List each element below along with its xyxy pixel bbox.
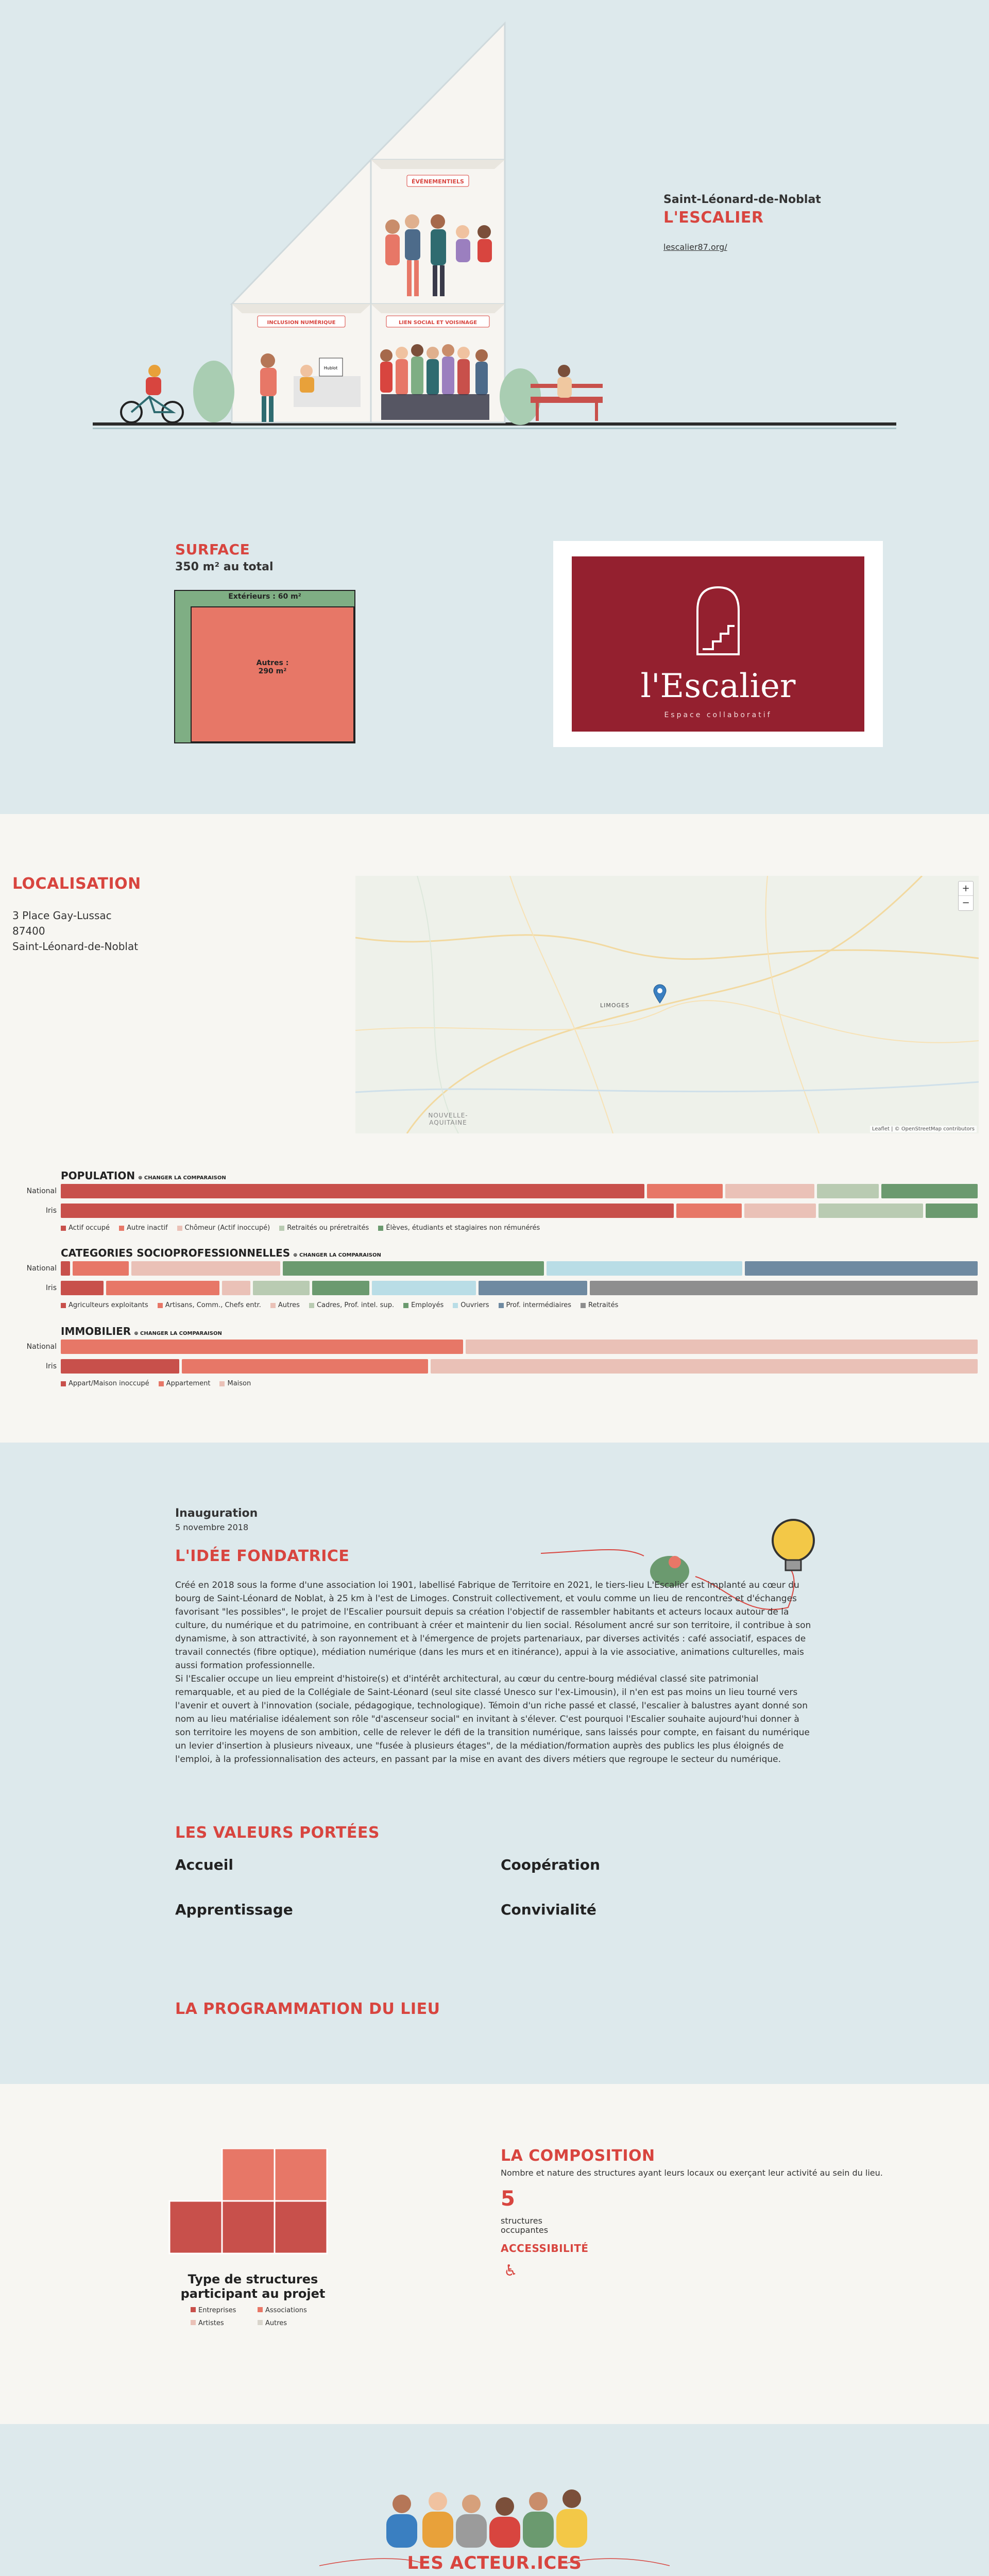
awning-left xyxy=(232,304,371,313)
population-segment[interactable] xyxy=(61,1184,644,1198)
map-label-region: NOUVELLE-AQUITAINE xyxy=(428,1112,468,1126)
acteurs-title: LES ACTEUR.ICES xyxy=(407,2553,582,2573)
csp-segment[interactable] xyxy=(372,1281,476,1295)
valeur-accueil: Accueil xyxy=(175,1856,233,1873)
csp-row-local: Iris xyxy=(45,1284,57,1292)
csp-segment[interactable] xyxy=(222,1281,250,1295)
legend-associations: Associations xyxy=(258,2307,325,2314)
accessibilite-title: ACCESSIBILITÉ xyxy=(501,2242,589,2255)
address-street: 3 Place Gay-Lussac xyxy=(12,909,112,922)
immobilier-segment[interactable] xyxy=(61,1359,179,1374)
population-segment[interactable] xyxy=(676,1204,742,1218)
csp-legend xyxy=(61,1301,618,1309)
map-zoom-out-button[interactable]: − xyxy=(962,897,970,908)
waffle-cell-entreprise xyxy=(275,2201,327,2253)
hero-section xyxy=(0,0,989,489)
composition-subtitle: Nombre et nature des structures ayant leurs locaux ou exerçant leur activité au sein du lieu. xyxy=(501,2168,883,2178)
valeur-apprentissage: Apprentissage xyxy=(175,1901,293,1918)
surface-total: 350 m² au total xyxy=(175,561,274,573)
structures-chart-title: Type de structures participant au projet xyxy=(180,2272,326,2301)
surface-exterieur-block xyxy=(174,590,355,743)
waffle-cell-association xyxy=(222,2148,275,2201)
surface-autres-value: 290 m² xyxy=(258,667,287,675)
csp-segment[interactable] xyxy=(547,1261,742,1276)
population-segment[interactable] xyxy=(744,1204,816,1218)
structures-count-label: structures occupantes xyxy=(501,2216,549,2235)
address-block xyxy=(12,908,138,954)
population-change-comparison[interactable]: ⊕ CHANGER LA COMPARAISON xyxy=(138,1175,226,1181)
roof-left xyxy=(232,160,371,304)
composition-section xyxy=(0,2084,989,2424)
composition-title: LA COMPOSITION xyxy=(501,2147,655,2165)
idee-paragraph-2: Si l'Escalier occupe un lieu empreint d'histoire(s) et d'intérêt architectural, au cœur du centre-bourg médiéval classé site patrimonial remarquable, et au pied de la Collégiale de Saint-Léonard (seul site classé Unesco sur l'ex-Limousin), il n'en est pas moins un lieu tourné vers l'avenir et ouvert à l'innovation (sociale, pédagogique, technologique). Témoin d'un riche passé et classé, l'escalier à balustres ayant donné son nom au lieu matérialise idéalement son rôle "d'ascenseur social" en invitant à s'élever. C'est pourquoi l'Escalier souhaite aujourd'hui donner à son territoire les moyens de son ambition, celle de relever le défi de la transition numérique, sans laissés pour compte, en faisant du numérique un levier d'insertion à plusieurs niveaux, une "fusée à plusieurs étages", de la médiation/formation auprès des publics les plus éloignés de l'emploi, à la professionnalisation des acteurs, en passant par la mise en avant des divers métiers que regroupe le secteur du numérique. xyxy=(175,1674,810,1765)
immobilier-segment[interactable] xyxy=(466,1340,978,1354)
roof-right xyxy=(371,23,505,160)
map-zoom-controls xyxy=(958,881,974,911)
building-illustration xyxy=(77,15,901,443)
hero-website-link[interactable]: lescalier87.org/ xyxy=(663,242,727,252)
structures-waffle-chart xyxy=(168,2148,333,2262)
population-legend-item: Élèves, étudiants et stagiaires non rémunérés xyxy=(378,1224,540,1232)
legend-entreprises: Entreprises xyxy=(191,2307,258,2314)
structures-legend xyxy=(191,2307,325,2327)
csp-legend-item: Employés xyxy=(403,1301,444,1309)
population-legend xyxy=(61,1224,540,1232)
idee-section xyxy=(0,1443,989,2084)
csp-legend-item: Autres xyxy=(270,1301,300,1309)
csp-legend-item: Cadres, Prof. intel. sup. xyxy=(309,1301,394,1309)
label-inclusion: INCLUSION NUMÉRIQUE xyxy=(267,320,336,326)
awning-top xyxy=(371,160,505,169)
idee-text xyxy=(175,1579,814,1766)
immobilier-legend-item: Maison xyxy=(219,1380,251,1387)
population-segment[interactable] xyxy=(61,1204,674,1218)
localisation-section xyxy=(0,814,989,1443)
immobilier-legend-item: Appart/Maison inoccupé xyxy=(61,1380,149,1387)
csp-row-national: National xyxy=(26,1264,57,1273)
structures-count: 5 xyxy=(501,2187,516,2211)
population-chart-title: POPULATION ⊕ CHANGER LA COMPARAISON xyxy=(61,1170,226,1182)
csp-segment[interactable] xyxy=(61,1281,104,1295)
population-legend-item: Retraités ou préretraités xyxy=(279,1224,369,1232)
inauguration-date: 5 novembre 2018 xyxy=(175,1522,249,1532)
hero-title: L'ESCALIER xyxy=(663,209,764,227)
acteurs-section xyxy=(0,2424,989,2576)
population-segment[interactable] xyxy=(881,1184,978,1198)
csp-bar-national xyxy=(61,1261,978,1276)
population-segment[interactable] xyxy=(819,1204,923,1218)
csp-legend-item: Agriculteurs exploitants xyxy=(61,1301,148,1309)
logo-card xyxy=(553,541,883,747)
population-legend-item: Actif occupé xyxy=(61,1224,110,1232)
map[interactable] xyxy=(355,876,979,1133)
wheelchair-icon: ♿ xyxy=(504,2262,518,2280)
label-evenements: ÉVÉNEMENTIELS xyxy=(412,178,464,185)
logo-panel xyxy=(572,556,864,732)
logo-subtitle: Espace collaboratif xyxy=(664,711,772,719)
immobilier-bar-local xyxy=(61,1359,978,1374)
legend-artistes: Artistes xyxy=(191,2319,258,2327)
csp-segment[interactable] xyxy=(106,1281,219,1295)
label-lien: LIEN SOCIAL ET VOISINAGE xyxy=(398,320,478,326)
waffle-cell-association xyxy=(275,2148,327,2201)
csp-segment[interactable] xyxy=(479,1281,587,1295)
csp-segment[interactable] xyxy=(73,1261,129,1276)
surface-title: SURFACE xyxy=(175,541,250,558)
csp-segment[interactable] xyxy=(312,1281,369,1295)
csp-legend-item: Artisans, Comm., Chefs entr. xyxy=(158,1301,261,1309)
address-city: Saint-Léonard-de-Noblat xyxy=(12,940,139,953)
csp-segment[interactable] xyxy=(745,1261,978,1276)
surface-autres-block xyxy=(191,606,354,742)
cyclist xyxy=(121,365,183,422)
population-row-national: National xyxy=(26,1187,57,1195)
legend-autres: Autres xyxy=(258,2319,325,2327)
population-bar-national xyxy=(61,1184,978,1198)
immobilier-legend-item: Appartement xyxy=(159,1380,211,1387)
map-zoom-in-button[interactable]: + xyxy=(959,882,973,896)
csp-change-comparison[interactable]: ⊕ CHANGER LA COMPARAISON xyxy=(293,1252,381,1258)
immobilier-row-local: Iris xyxy=(45,1362,57,1370)
address-postcode: 87400 xyxy=(12,925,45,937)
immobilier-segment[interactable] xyxy=(61,1340,463,1354)
population-segment[interactable] xyxy=(725,1184,814,1198)
population-segment[interactable] xyxy=(647,1184,723,1198)
waffle-cell-entreprise xyxy=(169,2201,222,2253)
programmation-title: LA PROGRAMMATION DU LIEU xyxy=(175,2000,440,2018)
inauguration-kicker: Inauguration xyxy=(175,1507,258,1520)
csp-legend-item: Ouvriers xyxy=(453,1301,489,1309)
idee-paragraph-1: Créé en 2018 sous la forme d'une association loi 1901, labellisé Fabrique de Territoire en 2021, le tiers-lieu L'Escalier est implanté au cœur du bourg de Saint-Léonard de Noblat, à 25 km à l'est de Limoges. Construit collectivement, et voulu comme un lieu de rencontres et d'échanges favorisant "les possibles", le projet de l'Escalier poursuit depuis sa création l'objectif de rassembler habitants et acteurs locaux autour de la culture, du numérique et du patrimoine, en contribuant à créer et maintenir du lien social. Résolument ancré sur son territoire, il contribue à son dynamisme, à son attractivité, à son rayonnement et à l'émergence de projets partenariaux, par diverses activités : café associatif, espaces de travail connectés (fibre optique), médiation numérique (dans les murs et en itinérance), appui à la vie associative, animations culturelles, mais aussi formation professionnelle. xyxy=(175,1580,811,1671)
ground-shadow xyxy=(93,428,896,429)
waffle-cell-entreprise xyxy=(222,2201,275,2253)
monitor-label: Hublot xyxy=(323,366,338,370)
immobilier-segment[interactable] xyxy=(182,1359,428,1374)
immobilier-segment[interactable] xyxy=(431,1359,978,1374)
logo-text: l'Escalier xyxy=(640,667,796,705)
csp-segment[interactable] xyxy=(61,1261,70,1276)
population-segment[interactable] xyxy=(817,1184,879,1198)
immobilier-bar-national xyxy=(61,1340,978,1354)
escalier-logo-icon xyxy=(692,585,744,657)
map-attribution[interactable]: Leaflet | © OpenStreetMap contributors xyxy=(870,1126,977,1132)
population-bar-local xyxy=(61,1204,978,1218)
csp-legend-item: Retraités xyxy=(581,1301,618,1309)
acteurs-illustration xyxy=(381,2481,618,2548)
map-label-limoges: LIMOGES xyxy=(600,1002,629,1009)
map-marker-icon[interactable] xyxy=(653,984,667,1004)
valeur-convivialite: Convivialité xyxy=(501,1901,596,1918)
csp-segment[interactable] xyxy=(283,1261,544,1276)
surface-exterieur-label: Extérieurs : 60 m² xyxy=(228,592,301,601)
population-legend-item: Autre inactif xyxy=(119,1224,168,1232)
valeur-cooperation: Coopération xyxy=(501,1856,600,1873)
tree-left xyxy=(193,361,234,422)
bench-scene xyxy=(531,365,603,421)
surface-section xyxy=(0,489,989,814)
csp-legend-item: Prof. intermédiaires xyxy=(499,1301,572,1309)
immobilier-change-comparison[interactable]: ⊕ CHANGER LA COMPARAISON xyxy=(134,1331,222,1336)
lightbulb-icon xyxy=(773,1520,814,1561)
valeurs-title: LES VALEURS PORTÉES xyxy=(175,1824,380,1842)
hero-city: Saint-Léonard-de-Noblat xyxy=(663,193,821,206)
csp-segment[interactable] xyxy=(253,1281,310,1295)
idee-title: L'IDÉE FONDATRICE xyxy=(175,1547,350,1565)
csp-chart-title: CATEGORIES SOCIOPROFESSIONNELLES ⊕ CHANGER LA COMPARAISON xyxy=(61,1247,381,1259)
population-legend-item: Chômeur (Actif inoccupé) xyxy=(177,1224,270,1232)
map-tiles xyxy=(355,876,979,1133)
awning-right xyxy=(371,304,505,313)
population-segment[interactable] xyxy=(926,1204,978,1218)
population-row-local: Iris xyxy=(45,1207,57,1215)
immobilier-row-national: National xyxy=(26,1343,57,1351)
csp-segment[interactable] xyxy=(590,1281,978,1295)
localisation-title: LOCALISATION xyxy=(12,875,141,893)
immobilier-legend xyxy=(61,1380,251,1387)
immobilier-chart-title: IMMOBILIER ⊕ CHANGER LA COMPARAISON xyxy=(61,1325,222,1337)
surface-autres-label: Autres : xyxy=(256,659,289,667)
csp-segment[interactable] xyxy=(131,1261,280,1276)
csp-bar-local xyxy=(61,1281,978,1295)
